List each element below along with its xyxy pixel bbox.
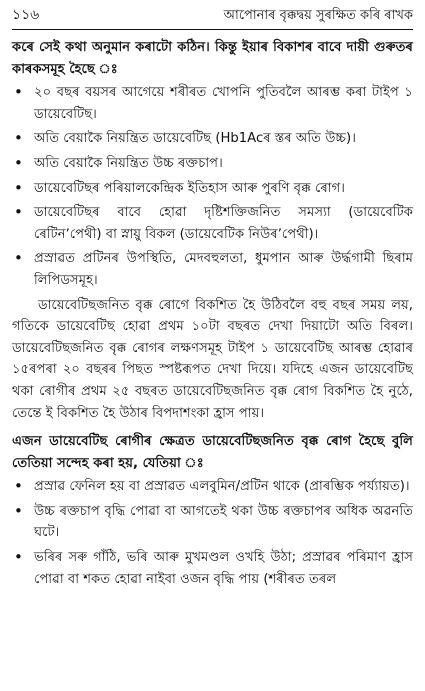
list-item [12,501,413,544]
bullet-icon: • [14,153,23,172]
list-item [12,248,413,291]
heading-risk-factors: কৰে সেই কথা অনুমান কৰাটো কঠিন। কিন্তু ইয়াৰ বিকাশৰ বাবে দায়ী গুৰুতৰ কাৰকসমূহ হৈছে ঃ [12,40,413,77]
bullet-icon: • [14,129,23,148]
list-item [12,476,413,498]
symptom-list [12,476,413,590]
list-item-text: প্ৰস্ৰাৱ ফেনিল হয় বা প্ৰস্ৰাৱত এলবুমিন/প্ৰটিন থাকে (প্ৰাৰম্ভিক পৰ্য্যায়ত)। [34,479,410,495]
list-item-text: ডায়েবেটিছৰ বাবে হোৱা দৃষ্টিশক্তিজনিত সমস্যা (ডায়েবেটিক ৰেটিনʼপেথী) বা স্নায়ু বিকল (ডায়েবেটিক নিউৰʼপেথী)। [34,205,413,242]
list-item-text: উচ্চ ৰক্তচাপ বৃদ্ধি পোৱা বা আগতেই থকা উচ্চ ৰক্তচাপৰ অধিক অৱনতি ঘটে। [34,503,413,541]
bullet-icon: • [14,548,23,567]
bullet-icon: • [14,83,23,102]
list-item [12,153,413,175]
list-item [12,178,413,200]
page-header [12,0,413,30]
bullet-icon: • [14,501,23,520]
list-item-text: অতি বেয়াকৈ নিয়ন্ত্ৰিত উচ্চ ৰক্তচাপ। [34,155,223,171]
bullet-icon: • [14,178,23,197]
list-item [12,128,413,150]
bullet-icon: • [14,249,23,268]
risk-factor-list [12,82,413,291]
list-item [12,202,413,245]
list-item-text: ২০ বছৰ বয়সৰ আগেয়ে শৰীৰত খোপনি পুতিবলৈ আৰম্ভ কৰা টাইপ ১ ডায়েবেটিছ। [34,85,413,122]
list-item [12,547,413,590]
list-item-text: ডায়েবেটিছৰ পৰিয়ালকেন্দ্ৰিক ইতিহাস আৰু পুৰণি বৃক্ক ৰোগ। [34,180,345,196]
list-item-text: অতি বেয়াকৈ নিয়ন্ত্ৰিত ডায়েবেটিছ (Hb1Acৰ স্তৰ অতি উচ্চ)। [34,131,356,147]
running-title: আপোনাৰ বৃক্কদ্বয় সুৰক্ষিত কৰি ৰাখক [223,8,413,23]
heading-suspicion: এজন ডায়েবেটিছ ৰোগীৰ ক্ষেত্ৰত ডায়েবেটিছজনিত বৃক্ক ৰোগ হৈছে বুলি তেতিয়া সন্দেহ কৰা হয়, যেতিয়া ঃ [12,434,413,471]
bullet-icon: • [14,203,23,222]
list-item-text: ভৰিৰ সৰু গাঁঠি, ভৰি আৰু মুখমণ্ডল ওখহি উঠা; প্ৰস্ৰাৱৰ পৰিমাণ হ্ৰাস পোৱা বা শকত হোৱা নাইবা ওজন বৃদ্ধি পায় (শৰীৰত তৰল [34,550,413,587]
list-item-text: প্ৰস্ৰাৱত প্ৰটিনৰ উপস্থিতি, মেদবহুলতা, ধুমপান আৰু উৰ্দ্ধগামী ছিৰাম লিপিডসমূহ। [34,251,413,288]
page-number: ১১৬ [12,7,40,23]
body-paragraph: ডায়েবেটিছজনিত বৃক্ক ৰোগে বিকশিত হৈ উঠিবলৈ বহু বছৰ সময় লয়, গতিকে ডায়েবেটিছ হোৱা প্ৰথম ১০টা বছৰত দেখা দিয়াটো অতি বিৰল। ডায়েবেটিছজনিত বৃক্ক ৰোগৰ লক্ষণসমূহ টাইপ ১ ডায়েবেটিছ আৰম্ভ হোৱাৰ ১৫ৰপৰা ২০ বছৰৰ পিছত স্পষ্টৰূপত দেখা দিয়ে। যদিহে এজন ডায়েবেটিছ থকা ৰোগীৰ প্ৰথম ২৫ বছৰত ডায়েবেটিছজনিত বৃক্ক ৰোগ বিকশিত হৈ নুঠে, তেন্তে ই বিকশিত হৈ উঠাৰ বিপদাশংকা হ্ৰাস পায়। [12,297,413,421]
list-item [12,82,413,125]
bullet-icon: • [14,477,23,496]
